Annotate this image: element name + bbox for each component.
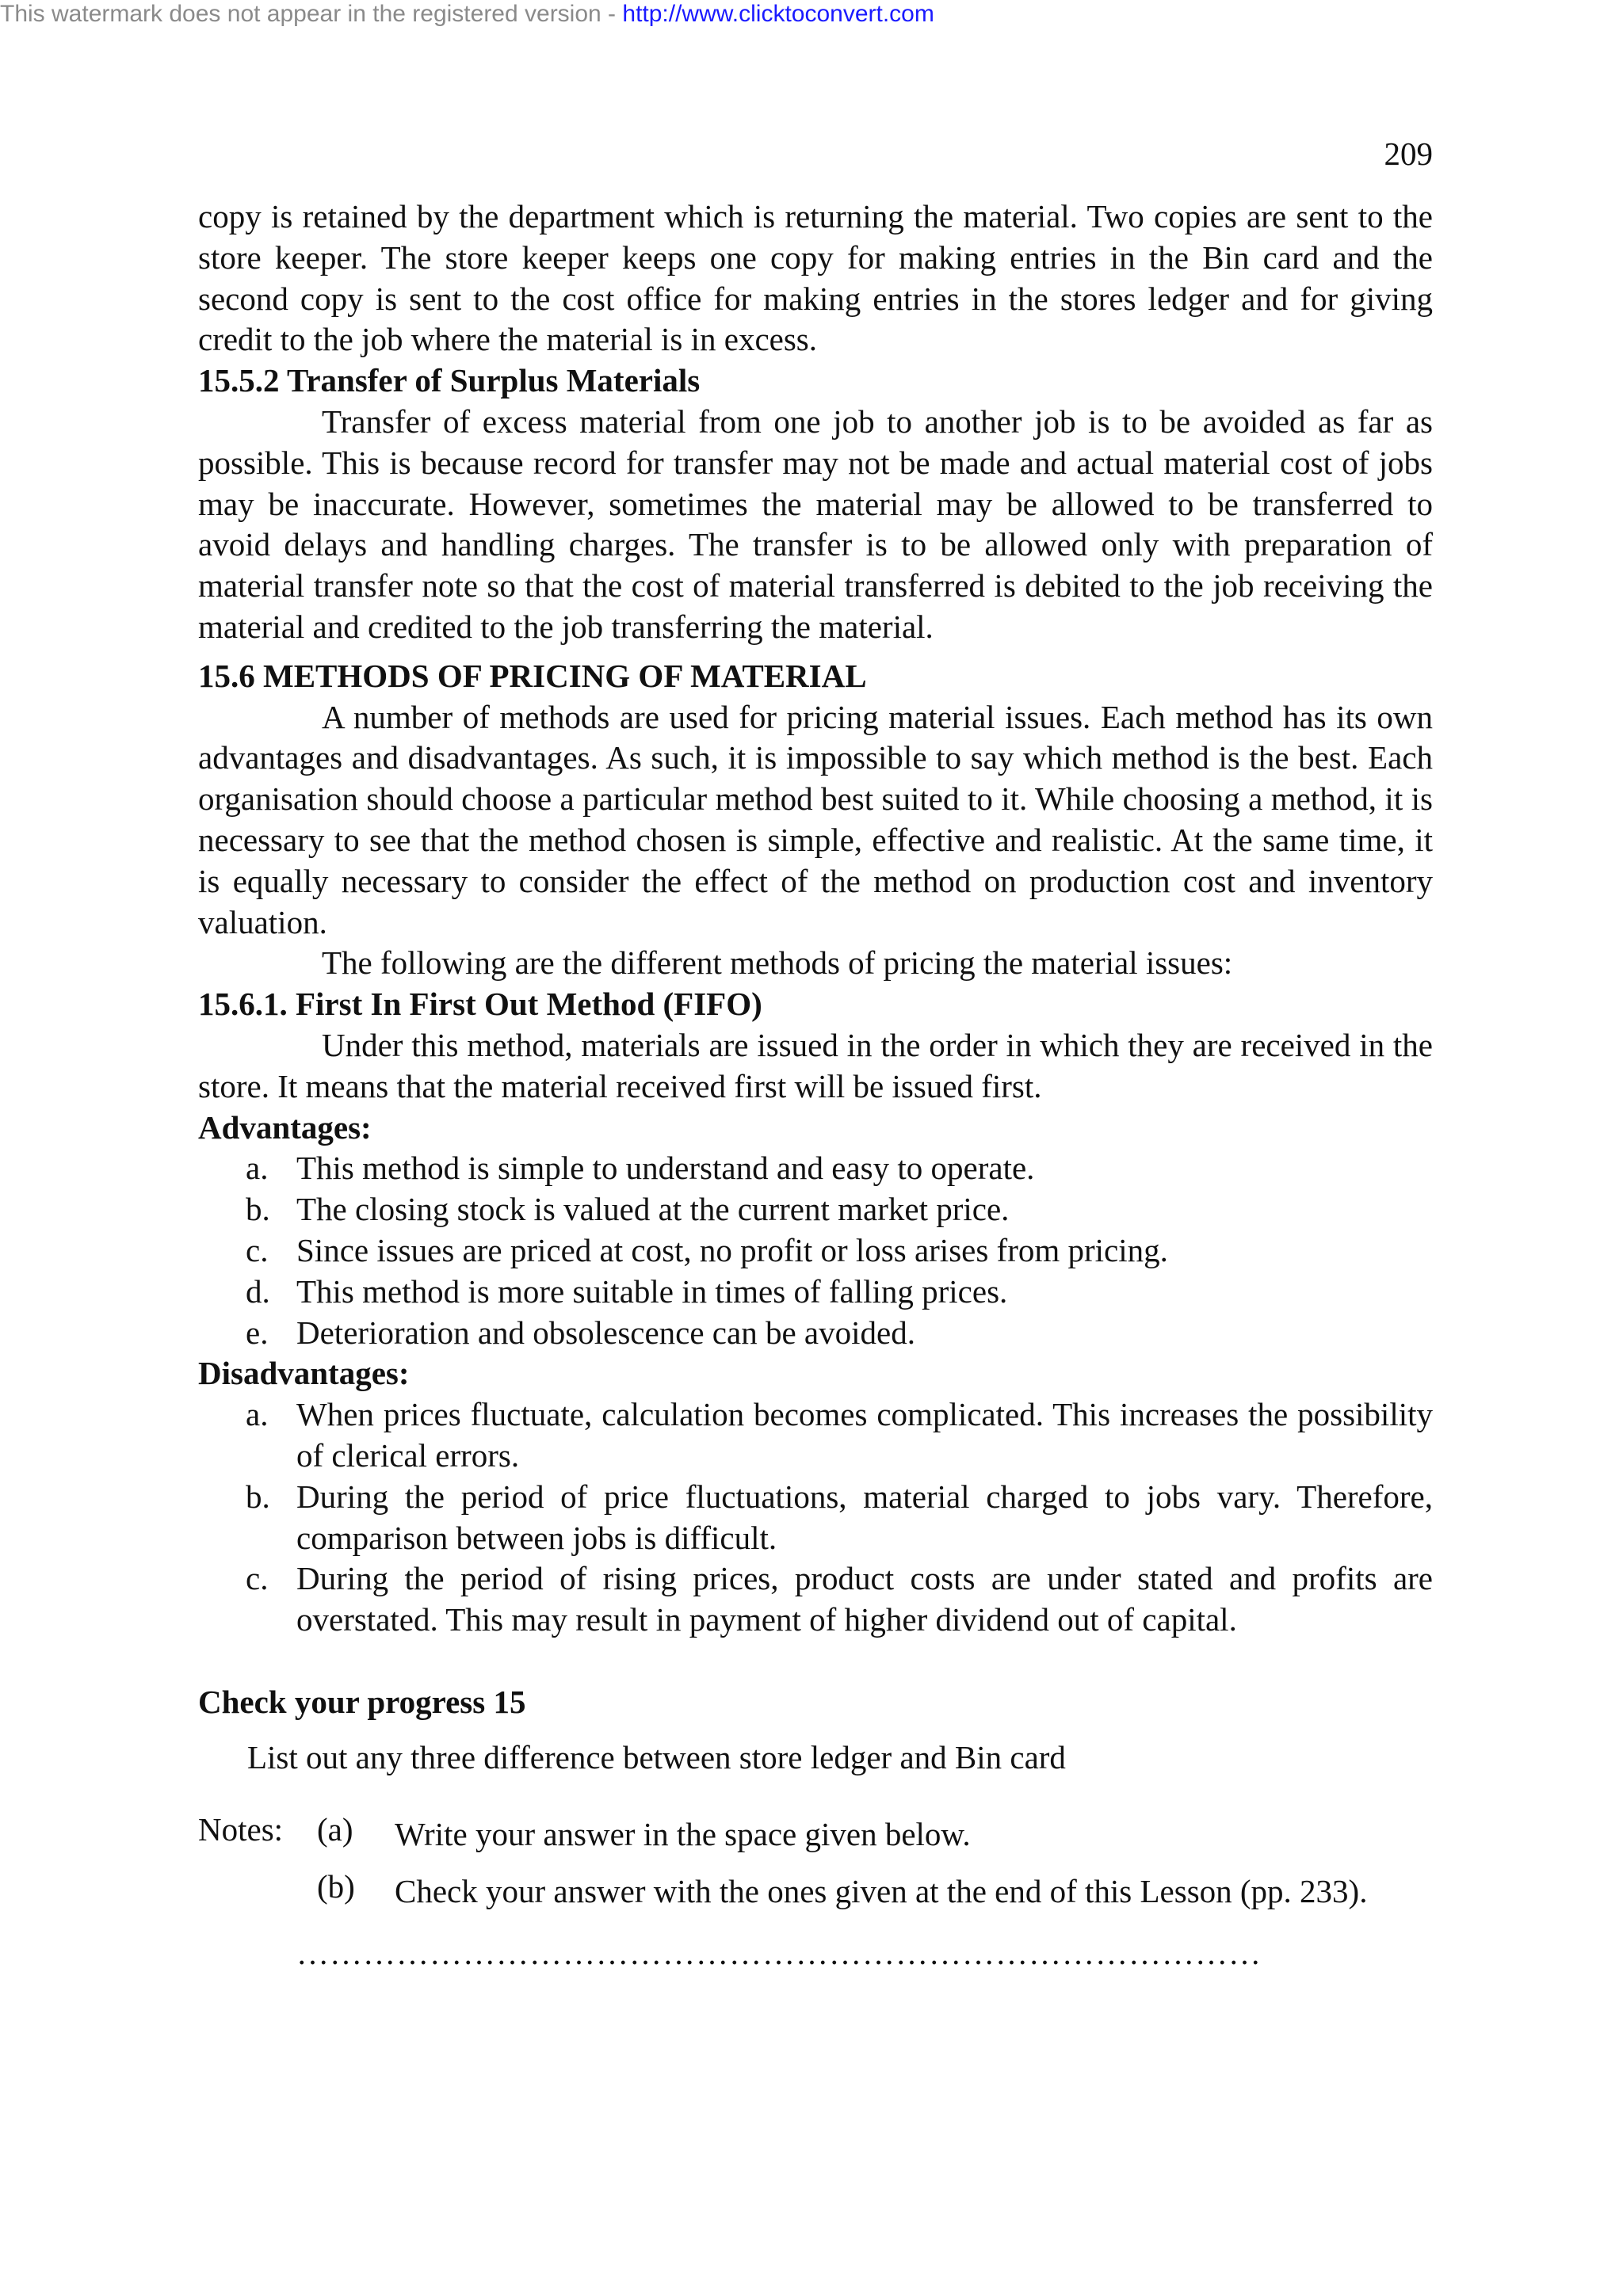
list-marker: a.: [246, 1396, 269, 1433]
list-item: [198, 1477, 1433, 1559]
paragraph-methods-intro: The following are the different methods of pricing the material issues:: [322, 944, 1233, 982]
watermark-link[interactable]: http://www.clicktoconvert.com: [622, 1, 934, 27]
paragraph-pricing-methods: A number of methods are used for pricing material issues. Each method has its own advantages and disadvantages. As such, it is impossible to say which method is the best. Each organisation should choose a particular method best suited to it. While choosing a method, it is necessary to see that the method chosen is simple, effective and realistic. At the same time, it is equally necessary to consider the effect of the method on production cost and inventory valuation.: [198, 698, 1433, 940]
list-item: [198, 1148, 1433, 1189]
list-item-text: This method is more suitable in times of falling prices.: [296, 1272, 1008, 1310]
note-marker: (a): [317, 1811, 353, 1848]
list-item: [198, 1272, 1433, 1313]
list-item-text: Deterioration and obsolescence can be avoided.: [296, 1314, 915, 1351]
list-marker: c.: [246, 1231, 269, 1268]
advantages-list: [198, 1148, 1433, 1353]
progress-heading: Check your progress 15: [198, 1683, 526, 1720]
list-item-text: During the period of rising prices, product costs are under stated and profits are overstated. This may result in payment of higher dividend out of capital.: [296, 1560, 1433, 1638]
list-item-text: When prices fluctuate, calculation becomes complicated. This increases the possibility of clerical errors.: [296, 1396, 1433, 1474]
watermark-text: This watermark does not appear in the registered version -: [0, 1, 623, 27]
progress-question: List out any three difference between store ledger and Bin card: [247, 1738, 1066, 1775]
page-number: 209: [1384, 135, 1433, 172]
list-item: [198, 1558, 1433, 1641]
list-marker: c.: [246, 1560, 269, 1597]
advantages-heading: Advantages:: [198, 1108, 372, 1146]
list-item-text: The closing stock is valued at the current market price.: [296, 1191, 1010, 1228]
note-text: Write your answer in the space given below.: [395, 1816, 971, 1853]
list-marker: b.: [246, 1191, 270, 1228]
disadvantages-list: [198, 1394, 1433, 1641]
page-content: [198, 196, 1433, 1974]
notes-block: [198, 1810, 1433, 1916]
notes-label: Notes:: [198, 1811, 284, 1848]
list-marker: e.: [246, 1314, 269, 1351]
paragraph-fifo-definition: Under this method, materials are issued in the order in which they are received in the store. It means that the material received first will be issued first.: [198, 1026, 1433, 1104]
disadvantages-heading: Disadvantages:: [198, 1355, 410, 1392]
note-marker: (b): [317, 1868, 355, 1905]
section-heading-15-6: 15.6 METHODS OF PRICING OF MATERIAL: [198, 657, 867, 694]
note-text: Check your answer with the ones given at the end of this Lesson (pp. 233).: [395, 1873, 1368, 1910]
section-heading-15-6-1: 15.6.1. First In First Out Method (FIFO): [198, 986, 762, 1023]
list-item-text: Since issues are priced at cost, no profit or loss arises from pricing.: [296, 1231, 1168, 1268]
paragraph-return-copy: copy is retained by the department which is returning the material. Two copies are sent to the store keeper. The store keeper keeps one copy for making entries in the Bin card and the second copy is sent to the cost office for making entries in the stores ledger and for giving credit to the job where the material is in excess.: [198, 198, 1433, 358]
list-item: [198, 1230, 1433, 1272]
list-item: [198, 1313, 1433, 1354]
section-heading-15-5-2: 15.5.2 Transfer of Surplus Materials: [198, 362, 701, 399]
note-row: [198, 1810, 1433, 1859]
answer-line: ……………………………………………………………………………: [296, 1935, 1262, 1972]
list-item: [198, 1189, 1433, 1230]
list-item-text: During the period of price fluctuations, material charged to jobs vary. Therefore, comparison between jobs is difficult.: [296, 1478, 1433, 1556]
list-item-text: This method is simple to understand and easy to operate.: [296, 1150, 1035, 1187]
list-marker: b.: [246, 1478, 270, 1515]
list-marker: d.: [246, 1272, 270, 1310]
list-marker: a.: [246, 1150, 269, 1187]
list-item: [198, 1394, 1433, 1477]
paragraph-transfer-surplus: Transfer of excess material from one job to another job is to be avoided as far as possible. This is because record for transfer may not be made and actual material cost of jobs may be inaccurate. However, sometimes the material may be allowed to be transferred to avoid delays and handling charges. The transfer is to be allowed only with preparation of material transfer note so that the cost of material transferred is debited to the job receiving the material and credited to the job transferring the material.: [198, 402, 1433, 645]
watermark-banner: [0, 0, 934, 29]
note-row: [198, 1867, 1433, 1916]
